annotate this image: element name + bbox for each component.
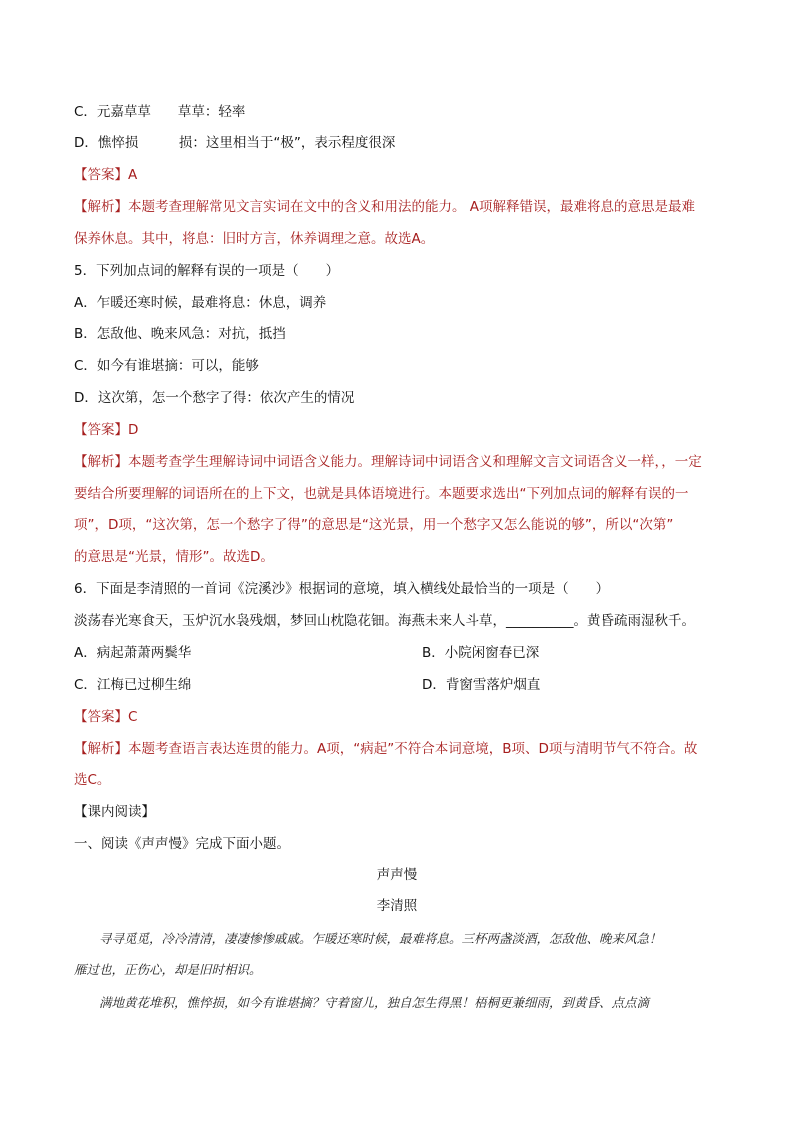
question-6: 6．下面是李清照的一首词《浣溪沙》根据词的意境，填入横线处最恰当的一项是（ ） [74, 581, 610, 597]
q6-option-d: D．背窗雪落炉烟直 [422, 677, 541, 693]
answer-value: A [128, 167, 138, 183]
q5-analysis-cont-3: 的意思是“光景，情形”。故选D。 [74, 549, 274, 565]
answer-tag: 【答案】 [74, 167, 128, 183]
q6-analysis-line [74, 740, 697, 758]
q5-analysis-line [74, 453, 702, 471]
analysis-tag: 【解析】 [74, 741, 128, 757]
answer-tag: 【答案】 [74, 709, 128, 725]
q5-analysis-cont-1: 要结合所要理解的词语所在的上下文，也就是具体语境进行。本题要求选出“下列加点词的解释有误的一 [74, 486, 689, 502]
section-heading: 【课内阅读】 [74, 804, 155, 820]
poem-paragraph-1: 寻寻觅觅，冷冷清清，凄凄惨惨戚戚。乍暖还寒时候，最难将息。三杯两盏淡酒，怎敌他、晚来风急！ [74, 931, 662, 946]
q5-option-d: D．这次第，怎一个愁字了得：依次产生的情况 [74, 390, 355, 406]
answer-value: D [128, 422, 139, 438]
q6-option-a: A．病起萧萧两鬓华 [74, 645, 192, 661]
analysis-text: 本题考查理解常见文言实词在文中的含义和用法的能力。 A项解释错误，最难将息的意思是最难 [128, 199, 696, 215]
q6-option-c: C．江梅已过柳生绵 [74, 677, 192, 693]
analysis-line [74, 198, 695, 216]
analysis-text: 本题考查学生理解诗词中词语含义能力。理解诗词中词语含义和理解文言文词语含义一样，，一定 [128, 454, 702, 470]
q5-option-b: B．怎敌他、晚来风急：对抗，抵挡 [74, 326, 286, 342]
poem-author: 李清照 [376, 898, 418, 914]
answer-value: C [128, 709, 138, 725]
poem-paragraph-1-cont: 雁过也，正伤心，却是旧时相识。 [74, 962, 262, 977]
q5-option-a: A．乍暖还寒时候，最难将息：休息，调养 [74, 295, 327, 311]
reading-instruction: 一、阅读《声声慢》完成下面小题。 [74, 836, 290, 852]
question-5: 5．下列加点词的解释有误的一项是（ ） [74, 263, 340, 279]
q5-answer-line [74, 421, 138, 439]
q6-option-b: B．小院闲窗春已深 [422, 645, 540, 661]
analysis-text: 本题考查语言表达连贯的能力。A项，“病起”不符合本词意境，B项、D项与清明节气不符合。故 [128, 741, 698, 757]
q6-answer-line [74, 708, 137, 726]
q6-options-row-2 [74, 676, 541, 694]
q6-poem-line: 淡荡春光寒食天，玉炉沉水袅残烟，梦回山枕隐花钿。海燕未来人斗草，__________。黄昏疏雨湿秋千。 [74, 613, 695, 629]
q6-analysis-cont: 选C。 [74, 772, 111, 788]
option-c-line: C．元嘉草草 草草：轻率 [74, 104, 246, 120]
option-d-line: D．憔悴损 损：这里相当于“极”，表示程度很深 [74, 135, 396, 151]
poem-title: 声声慢 [376, 867, 418, 883]
q5-option-c: C．如今有谁堪摘：可以，能够 [74, 358, 259, 374]
answer-tag: 【答案】 [74, 422, 128, 438]
poem-paragraph-2: 满地黄花堆积，憔悴损，如今有谁堪摘？守着窗儿，独自怎生得黑！梧桐更兼细雨，到黄昏、点点滴 [74, 995, 650, 1010]
q5-analysis-cont-2: 项”，D项，“这次第，怎一个愁字了得”的意思是“这光景，用一个愁字又怎么能说的够”，所以“次第” [74, 517, 674, 533]
analysis-tag: 【解析】 [74, 199, 128, 215]
analysis-tag: 【解析】 [74, 454, 128, 470]
analysis-text-cont: 保养休息。其中，将息：旧时方言，休养调理之意。故选A。 [74, 231, 435, 247]
answer-line [74, 166, 137, 184]
q6-options-row-1 [74, 644, 540, 662]
